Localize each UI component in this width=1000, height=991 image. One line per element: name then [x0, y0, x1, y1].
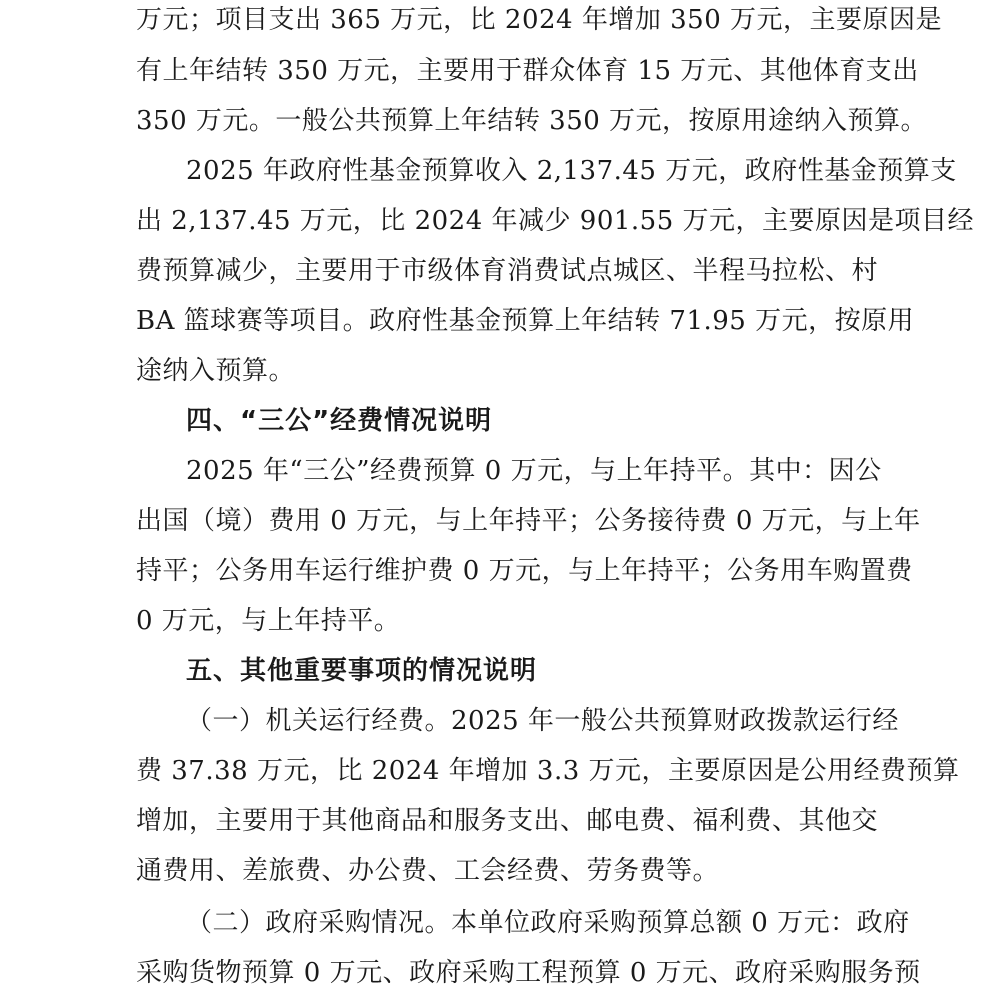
paragraph-first-line: 2025 年政府性基金预算收入 2,137.45 万元，政府性基金预算支 [186, 156, 957, 186]
body-text-line: 0 万元，与上年持平。 [136, 606, 401, 636]
body-text-line: 费 37.38 万元，比 2024 年增加 3.3 万元，主要原因是公用经费预算 [136, 756, 960, 786]
body-text-line: 采购货物预算 0 万元、政府采购工程预算 0 万元、政府采购服务预 [136, 958, 921, 988]
body-text-line: 出国（境）费用 0 万元，与上年持平；公务接待费 0 万元，与上年 [136, 506, 921, 536]
body-text-line: 费预算减少，主要用于市级体育消费试点城区、半程马拉松、村 [136, 256, 879, 286]
paragraph-first-line: （二）政府采购情况。本单位政府采购预算总额 0 万元：政府 [186, 908, 910, 938]
paragraph-first-line: 2025 年“三公”经费预算 0 万元，与上年持平。其中：因公 [186, 456, 882, 486]
body-text-line: 有上年结转 350 万元，主要用于群众体育 15 万元、其他体育支出 [136, 56, 919, 86]
section-heading-sangong: 四、“三公”经费情况说明 [186, 406, 493, 436]
paragraph-first-line: （一）机关运行经费。2025 年一般公共预算财政拨款运行经 [186, 706, 899, 736]
body-text-line: 增加，主要用于其他商品和服务支出、邮电费、福利费、其他交 [136, 806, 879, 836]
body-text-line: BA 篮球赛等项目。政府性基金预算上年结转 71.95 万元，按原用 [136, 306, 915, 336]
body-text-line: 出 2,137.45 万元，比 2024 年减少 901.55 万元，主要原因是项目经 [136, 206, 975, 236]
section-heading-other-matters: 五、其他重要事项的情况说明 [186, 656, 538, 686]
body-text-line: 持平；公务用车运行维护费 0 万元，与上年持平；公务用车购置费 [136, 556, 913, 586]
body-text-line: 万元；项目支出 365 万元，比 2024 年增加 350 万元，主要原因是 [136, 5, 943, 35]
body-text-line: 通费用、差旅费、办公费、工会经费、劳务费等。 [136, 856, 720, 886]
body-text-line: 途纳入预算。 [136, 356, 296, 386]
body-text-line: 350 万元。一般公共预算上年结转 350 万元，按原用途纳入预算。 [136, 106, 928, 136]
